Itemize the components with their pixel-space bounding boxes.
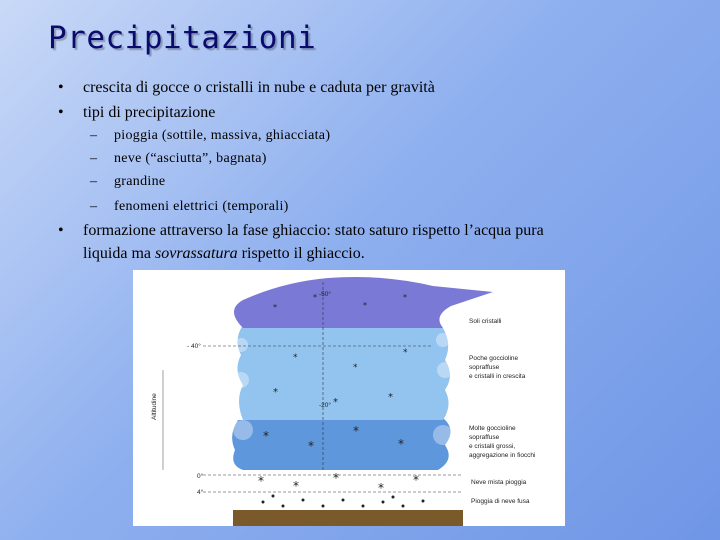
svg-text:*: * xyxy=(273,387,278,398)
cloud-diagram xyxy=(133,270,565,526)
svg-text:*: * xyxy=(333,397,338,408)
temp-label-40: - 40° xyxy=(187,343,201,350)
svg-text:*: * xyxy=(403,293,407,302)
svg-text:*: * xyxy=(398,437,404,451)
label-melted: Pioggia di neve fusa xyxy=(471,498,530,505)
bullet-text-plain: rispetto il ghiaccio. xyxy=(237,245,365,262)
svg-text:*: * xyxy=(293,353,298,363)
cloud-upper xyxy=(237,325,450,420)
label-few-2: sopraffuse xyxy=(469,364,500,371)
bullet-text: formazione attraverso la fase ghiaccio: stato saturo rispetto l’acqua pura xyxy=(83,222,544,239)
sub-bullet-text: grandine xyxy=(114,174,166,189)
cloud-lower xyxy=(232,418,450,470)
temp-label-20: -20° xyxy=(319,402,331,409)
svg-text:*: * xyxy=(263,429,269,443)
svg-text:*: * xyxy=(353,363,358,373)
sub-bullet-dash: – xyxy=(90,151,97,166)
svg-text:*: * xyxy=(413,473,419,487)
svg-text:*: * xyxy=(258,474,264,488)
label-snow-rain: Neve mista pioggia xyxy=(471,479,527,486)
axis-label: Altitudine xyxy=(151,393,158,420)
label-many-1: Molte goccioline xyxy=(469,425,516,432)
bullet-text-line2 xyxy=(83,243,365,265)
svg-text:*: * xyxy=(273,303,277,312)
sub-bullet-text: pioggia (sottile, massiva, ghiacciata) xyxy=(114,128,331,143)
bullet-text-plain: liquida ma xyxy=(83,245,155,262)
bullet-text: crescita di gocce o cristalli in nube e caduta per gravità xyxy=(83,79,435,96)
label-many-3: e cristalli grossi, xyxy=(469,443,516,450)
temp-label-4: 4° xyxy=(197,489,204,496)
bullet-dot: • xyxy=(58,222,64,239)
temp-label-top: -50° xyxy=(319,291,331,298)
ground xyxy=(233,510,463,526)
bullet-text-italic: sovrassatura xyxy=(154,245,238,262)
svg-text:*: * xyxy=(353,424,359,438)
label-many-2: sopraffuse xyxy=(469,434,500,441)
label-crystals: Soli cristalli xyxy=(469,318,502,325)
sub-bullet-text: fenomeni elettrici (temporali) xyxy=(114,199,289,214)
bullet-text: tipi di precipitazione xyxy=(83,104,216,121)
sub-bullet-dash: – xyxy=(90,128,97,143)
sub-bullet-text: neve (“asciutta”, bagnata) xyxy=(114,151,267,166)
svg-text:*: * xyxy=(378,481,384,495)
raindrops xyxy=(262,495,425,508)
svg-text:*: * xyxy=(333,471,339,485)
label-few-3: e cristalli in crescita xyxy=(469,373,526,380)
svg-text:*: * xyxy=(313,293,317,302)
bullet-dot: • xyxy=(58,104,64,121)
svg-text:*: * xyxy=(363,301,367,310)
svg-text:*: * xyxy=(308,439,314,453)
sub-bullet-dash: – xyxy=(90,199,97,214)
cloud-diagram-svg xyxy=(133,270,565,526)
sub-bullet-dash: – xyxy=(90,174,97,189)
temp-label-0: 0° xyxy=(197,473,204,480)
bullet-dot: • xyxy=(58,79,64,96)
label-many-4: aggregazione in fiocchi xyxy=(469,452,536,459)
slide-title: Precipitazioni xyxy=(48,20,317,56)
svg-text:*: * xyxy=(293,479,299,493)
label-few-1: Poche goccioline xyxy=(469,355,519,362)
svg-text:*: * xyxy=(403,348,408,358)
svg-text:*: * xyxy=(388,392,393,403)
